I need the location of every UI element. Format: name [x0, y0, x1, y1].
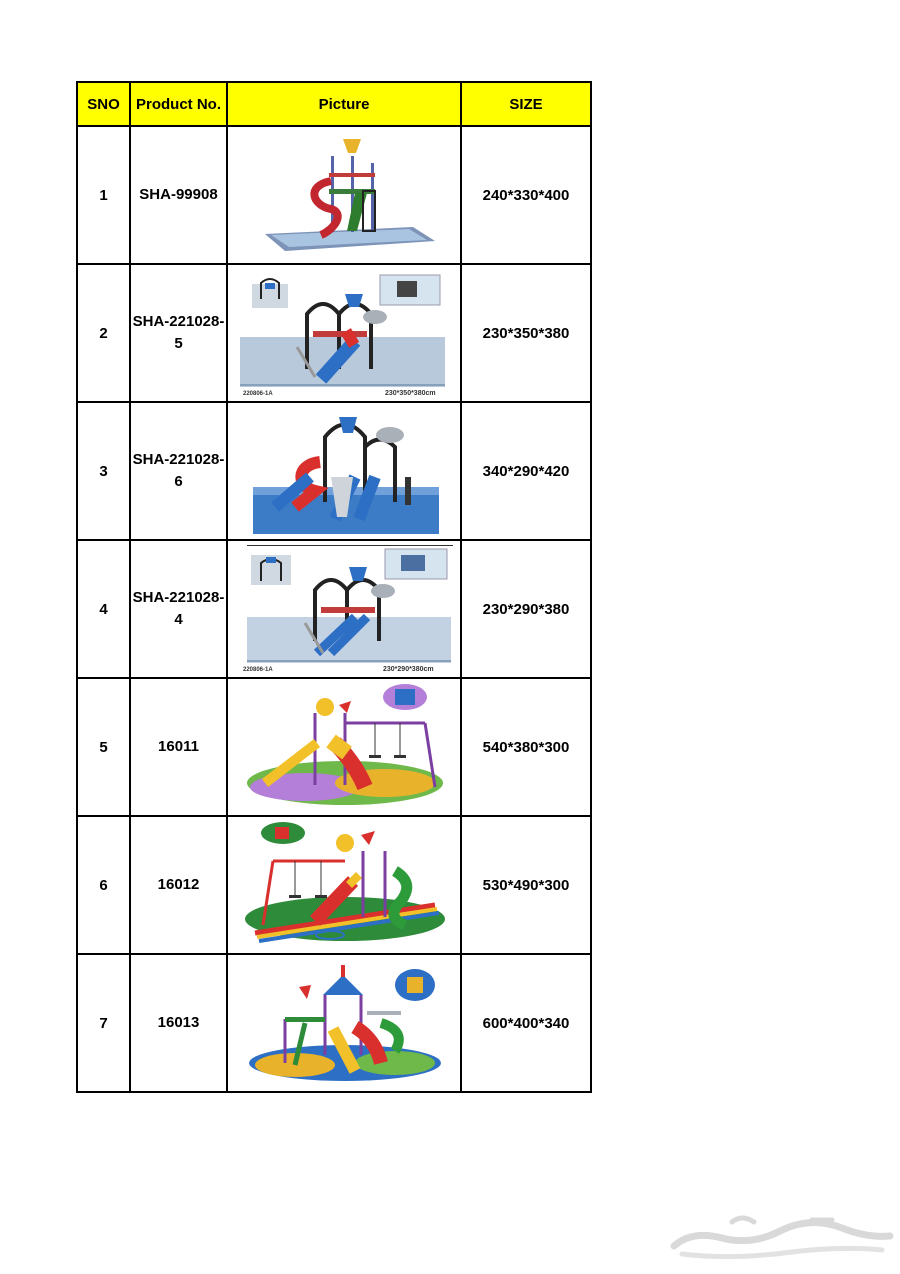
cell-product-no: 16012	[130, 816, 227, 954]
cell-sno: 1	[77, 126, 130, 264]
cell-size: 600*400*340	[461, 954, 591, 1092]
cell-picture	[227, 678, 461, 816]
product-image	[235, 683, 453, 811]
cell-size: 230*290*380	[461, 540, 591, 678]
cell-size: 340*290*420	[461, 402, 591, 540]
header-row	[77, 82, 591, 126]
caption-right: 230*350*380cm	[385, 390, 436, 397]
cell-product-no: SHA-221028-6	[130, 402, 227, 540]
cell-sno: 2	[77, 264, 130, 402]
table-row	[77, 678, 591, 816]
cell-size: 540*380*300	[461, 678, 591, 816]
caption-left: 220806-1A	[243, 391, 273, 397]
product-table	[76, 81, 592, 1093]
table-row	[77, 264, 591, 402]
product-image	[235, 269, 453, 397]
cell-sno: 3	[77, 402, 130, 540]
header-sno: SNO	[77, 82, 130, 126]
cell-product-no: SHA-221028-4	[130, 540, 227, 678]
caption-left: 220806-1A	[243, 667, 273, 673]
cell-product-no: SHA-99908	[130, 126, 227, 264]
header-size: SIZE	[461, 82, 591, 126]
caption-right: 230*290*380cm	[383, 666, 434, 673]
product-image	[235, 407, 453, 535]
cell-sno: 4	[77, 540, 130, 678]
cell-picture	[227, 402, 461, 540]
cell-size: 240*330*400	[461, 126, 591, 264]
table-row	[77, 126, 591, 264]
table-row	[77, 954, 591, 1092]
cell-size: 230*350*380	[461, 264, 591, 402]
cell-picture	[227, 954, 461, 1092]
cell-sno: 7	[77, 954, 130, 1092]
product-image	[235, 821, 453, 949]
haraj-watermark-logo	[662, 1210, 894, 1267]
table-row	[77, 402, 591, 540]
cell-product-no: 16011	[130, 678, 227, 816]
cell-size: 530*490*300	[461, 816, 591, 954]
product-image	[235, 131, 453, 259]
cell-product-no: 16013	[130, 954, 227, 1092]
cell-product-no: SHA-221028-5	[130, 264, 227, 402]
table-row	[77, 816, 591, 954]
header-product-no: Product No.	[130, 82, 227, 126]
product-image	[235, 545, 453, 673]
cell-picture	[227, 816, 461, 954]
cell-picture	[227, 264, 461, 402]
header-picture: Picture	[227, 82, 461, 126]
table-row	[77, 540, 591, 678]
cell-sno: 6	[77, 816, 130, 954]
cell-picture	[227, 540, 461, 678]
cell-picture	[227, 126, 461, 264]
cell-sno: 5	[77, 678, 130, 816]
product-image	[235, 959, 453, 1087]
